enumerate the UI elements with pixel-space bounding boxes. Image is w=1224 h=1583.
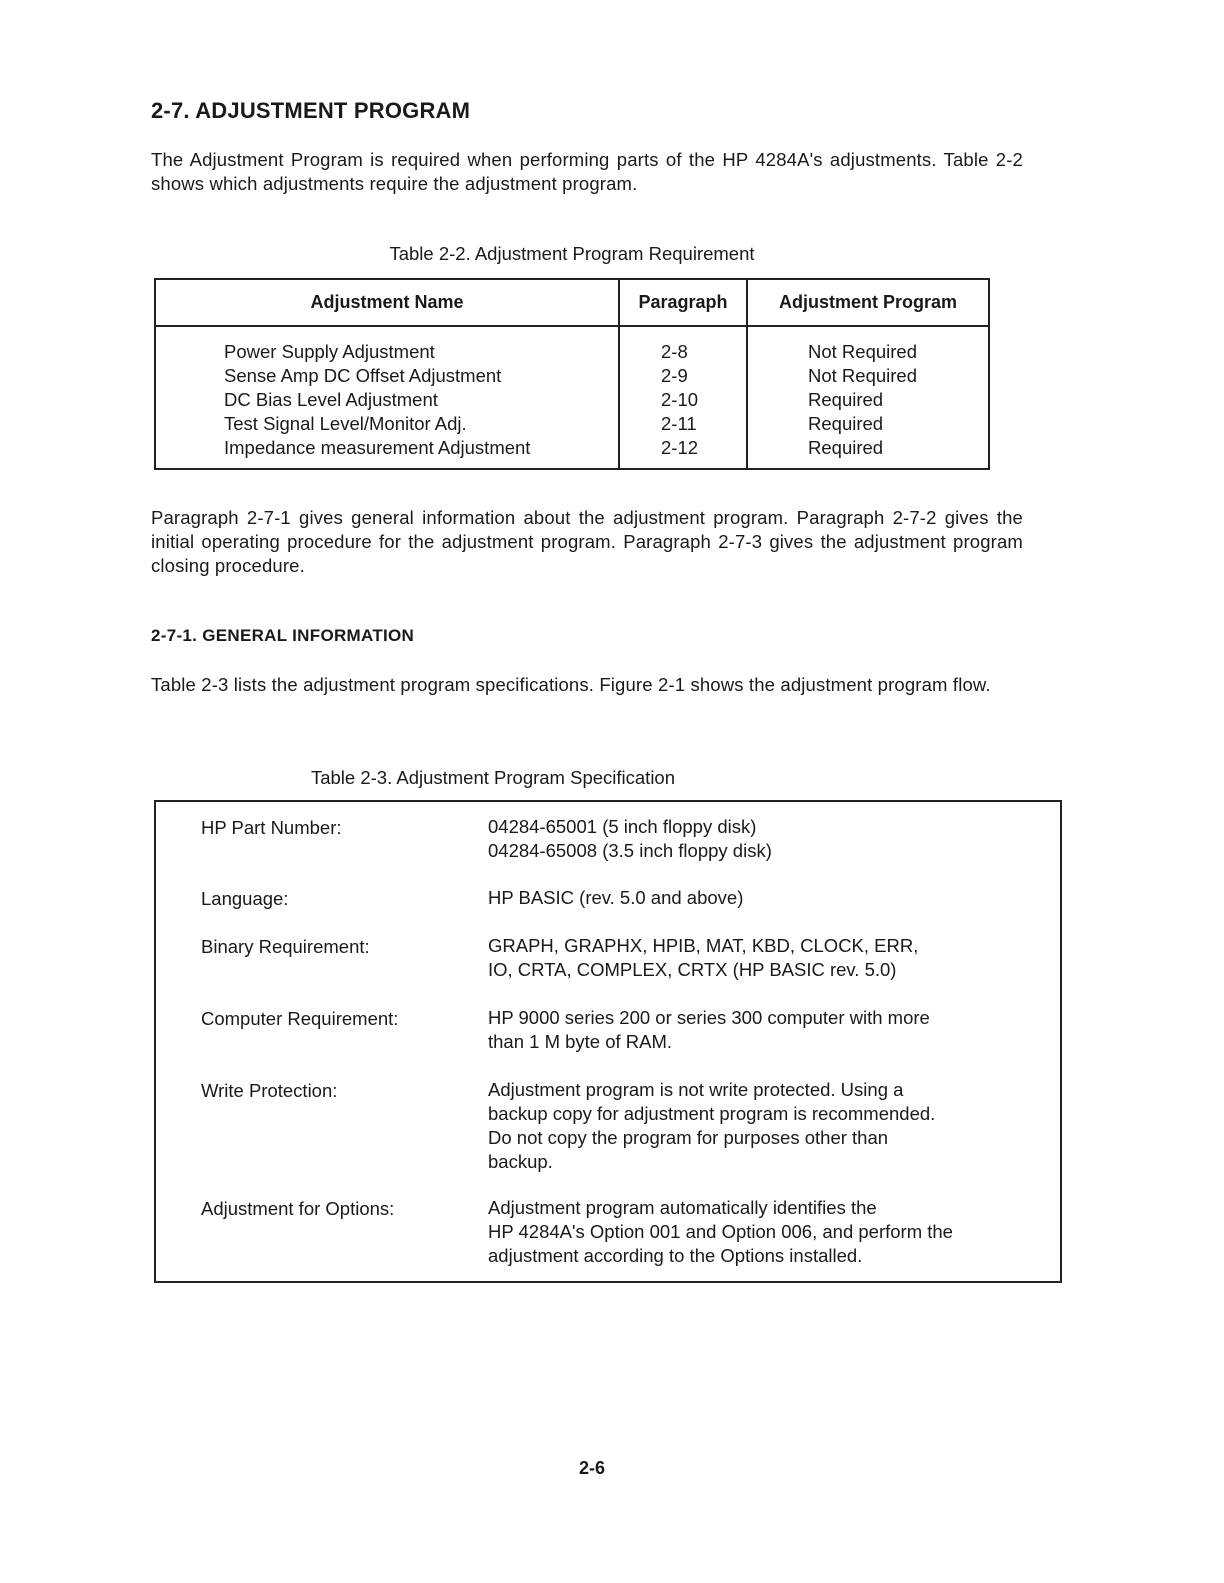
table-cell-program: Required	[808, 437, 884, 458]
spec-label: Computer Requirement:	[201, 1008, 399, 1029]
page-number: 2-6	[578, 1458, 605, 1478]
spec-label: Adjustment for Options:	[201, 1198, 395, 1219]
spec-value-line: HP 9000 series 200 or series 300 computer with more	[488, 1007, 930, 1028]
table-cell-name: Sense Amp DC Offset Adjustment	[224, 365, 502, 386]
spec-value-line: IO, CRTA, COMPLEX, CRTX (HP BASIC rev. 5.0)	[488, 959, 897, 980]
table-2-2	[154, 278, 990, 470]
table-cell-program: Required	[808, 413, 884, 434]
table-cell-paragraph: 2-8	[661, 341, 688, 362]
table-cell-paragraph: 2-12	[661, 437, 699, 458]
table-cell-paragraph: 2-11	[661, 413, 697, 434]
subsection-title: 2-7-1. GENERAL INFORMATION	[151, 626, 415, 645]
spec-label: HP Part Number:	[201, 817, 342, 838]
subsection-intro: Table 2-3 lists the adjustment program specifications. Figure 2-1 shows the adjustment program flow.	[151, 674, 991, 695]
table-cell-name: Impedance measurement Adjustment	[224, 437, 531, 458]
table-2-3-caption: Table 2-3. Adjustment Program Specification	[310, 767, 676, 788]
spec-value-line: HP 4284A's Option 001 and Option 006, and perform the	[488, 1221, 953, 1242]
column-header-name: Adjustment Name	[310, 292, 464, 312]
spec-value-line: backup.	[488, 1151, 553, 1172]
spec-value	[488, 886, 743, 910]
table-cell-program: Not Required	[808, 341, 918, 362]
name-column	[224, 340, 530, 460]
table-2-3	[154, 800, 1062, 1283]
table-cell-paragraph: 2-10	[661, 389, 699, 410]
paragraph-after-table: Paragraph 2-7-1 gives general information about the adjustment program. Paragraph 2-7-2 gives the initial operating procedure for the adjustment program. Paragraph 2-7-3 gives the adjustment program closing procedure.	[151, 507, 1023, 576]
table-cell-paragraph: 2-9	[661, 365, 688, 386]
column-header-program: Adjustment Program	[778, 292, 958, 312]
spec-label: Language:	[201, 888, 289, 909]
spec-value-line: than 1 M byte of RAM.	[488, 1031, 673, 1052]
table-cell-name: DC Bias Level Adjustment	[224, 389, 438, 410]
program-column	[808, 340, 917, 460]
table-cell-name: Test Signal Level/Monitor Adj.	[224, 413, 467, 434]
spec-value-line: Do not copy the program for purposes other than	[488, 1127, 889, 1148]
spec-value-line: Adjustment program automatically identifies the	[488, 1197, 877, 1218]
spec-value	[488, 1078, 935, 1174]
table-cell-program: Required	[808, 389, 884, 410]
spec-value-line: HP BASIC (rev. 5.0 and above)	[488, 887, 744, 908]
section-title: 2-7. ADJUSTMENT PROGRAM	[151, 98, 471, 123]
spec-value-line: 04284-65001 (5 inch floppy disk)	[488, 816, 757, 837]
spec-value-line: backup copy for adjustment program is recommended.	[488, 1103, 936, 1124]
column-header-paragraph: Paragraph	[638, 292, 728, 312]
spec-value-line: 04284-65008 (3.5 inch floppy disk)	[488, 840, 772, 861]
spec-value	[488, 815, 772, 863]
spec-value-line: GRAPH, GRAPHX, HPIB, MAT, KBD, CLOCK, ERR,	[488, 935, 919, 956]
spec-value	[488, 934, 918, 982]
table-cell-program: Not Required	[808, 365, 918, 386]
section-intro: The Adjustment Program is required when performing parts of the HP 4284A's adjustments. Table 2-2 shows which adjustments require the adjustment program.	[151, 149, 1023, 194]
spec-label: Write Protection:	[201, 1080, 338, 1101]
paragraph-column	[661, 340, 698, 460]
table-header-divider	[156, 325, 988, 327]
spec-value	[488, 1006, 930, 1054]
spec-value-line: adjustment according to the Options installed.	[488, 1245, 863, 1266]
spec-value	[488, 1196, 953, 1268]
spec-label: Binary Requirement:	[201, 936, 370, 957]
table-2-2-caption: Table 2-2. Adjustment Program Requirement	[389, 243, 755, 264]
table-cell-name: Power Supply Adjustment	[224, 341, 435, 362]
spec-value-line: Adjustment program is not write protected. Using a	[488, 1079, 904, 1100]
